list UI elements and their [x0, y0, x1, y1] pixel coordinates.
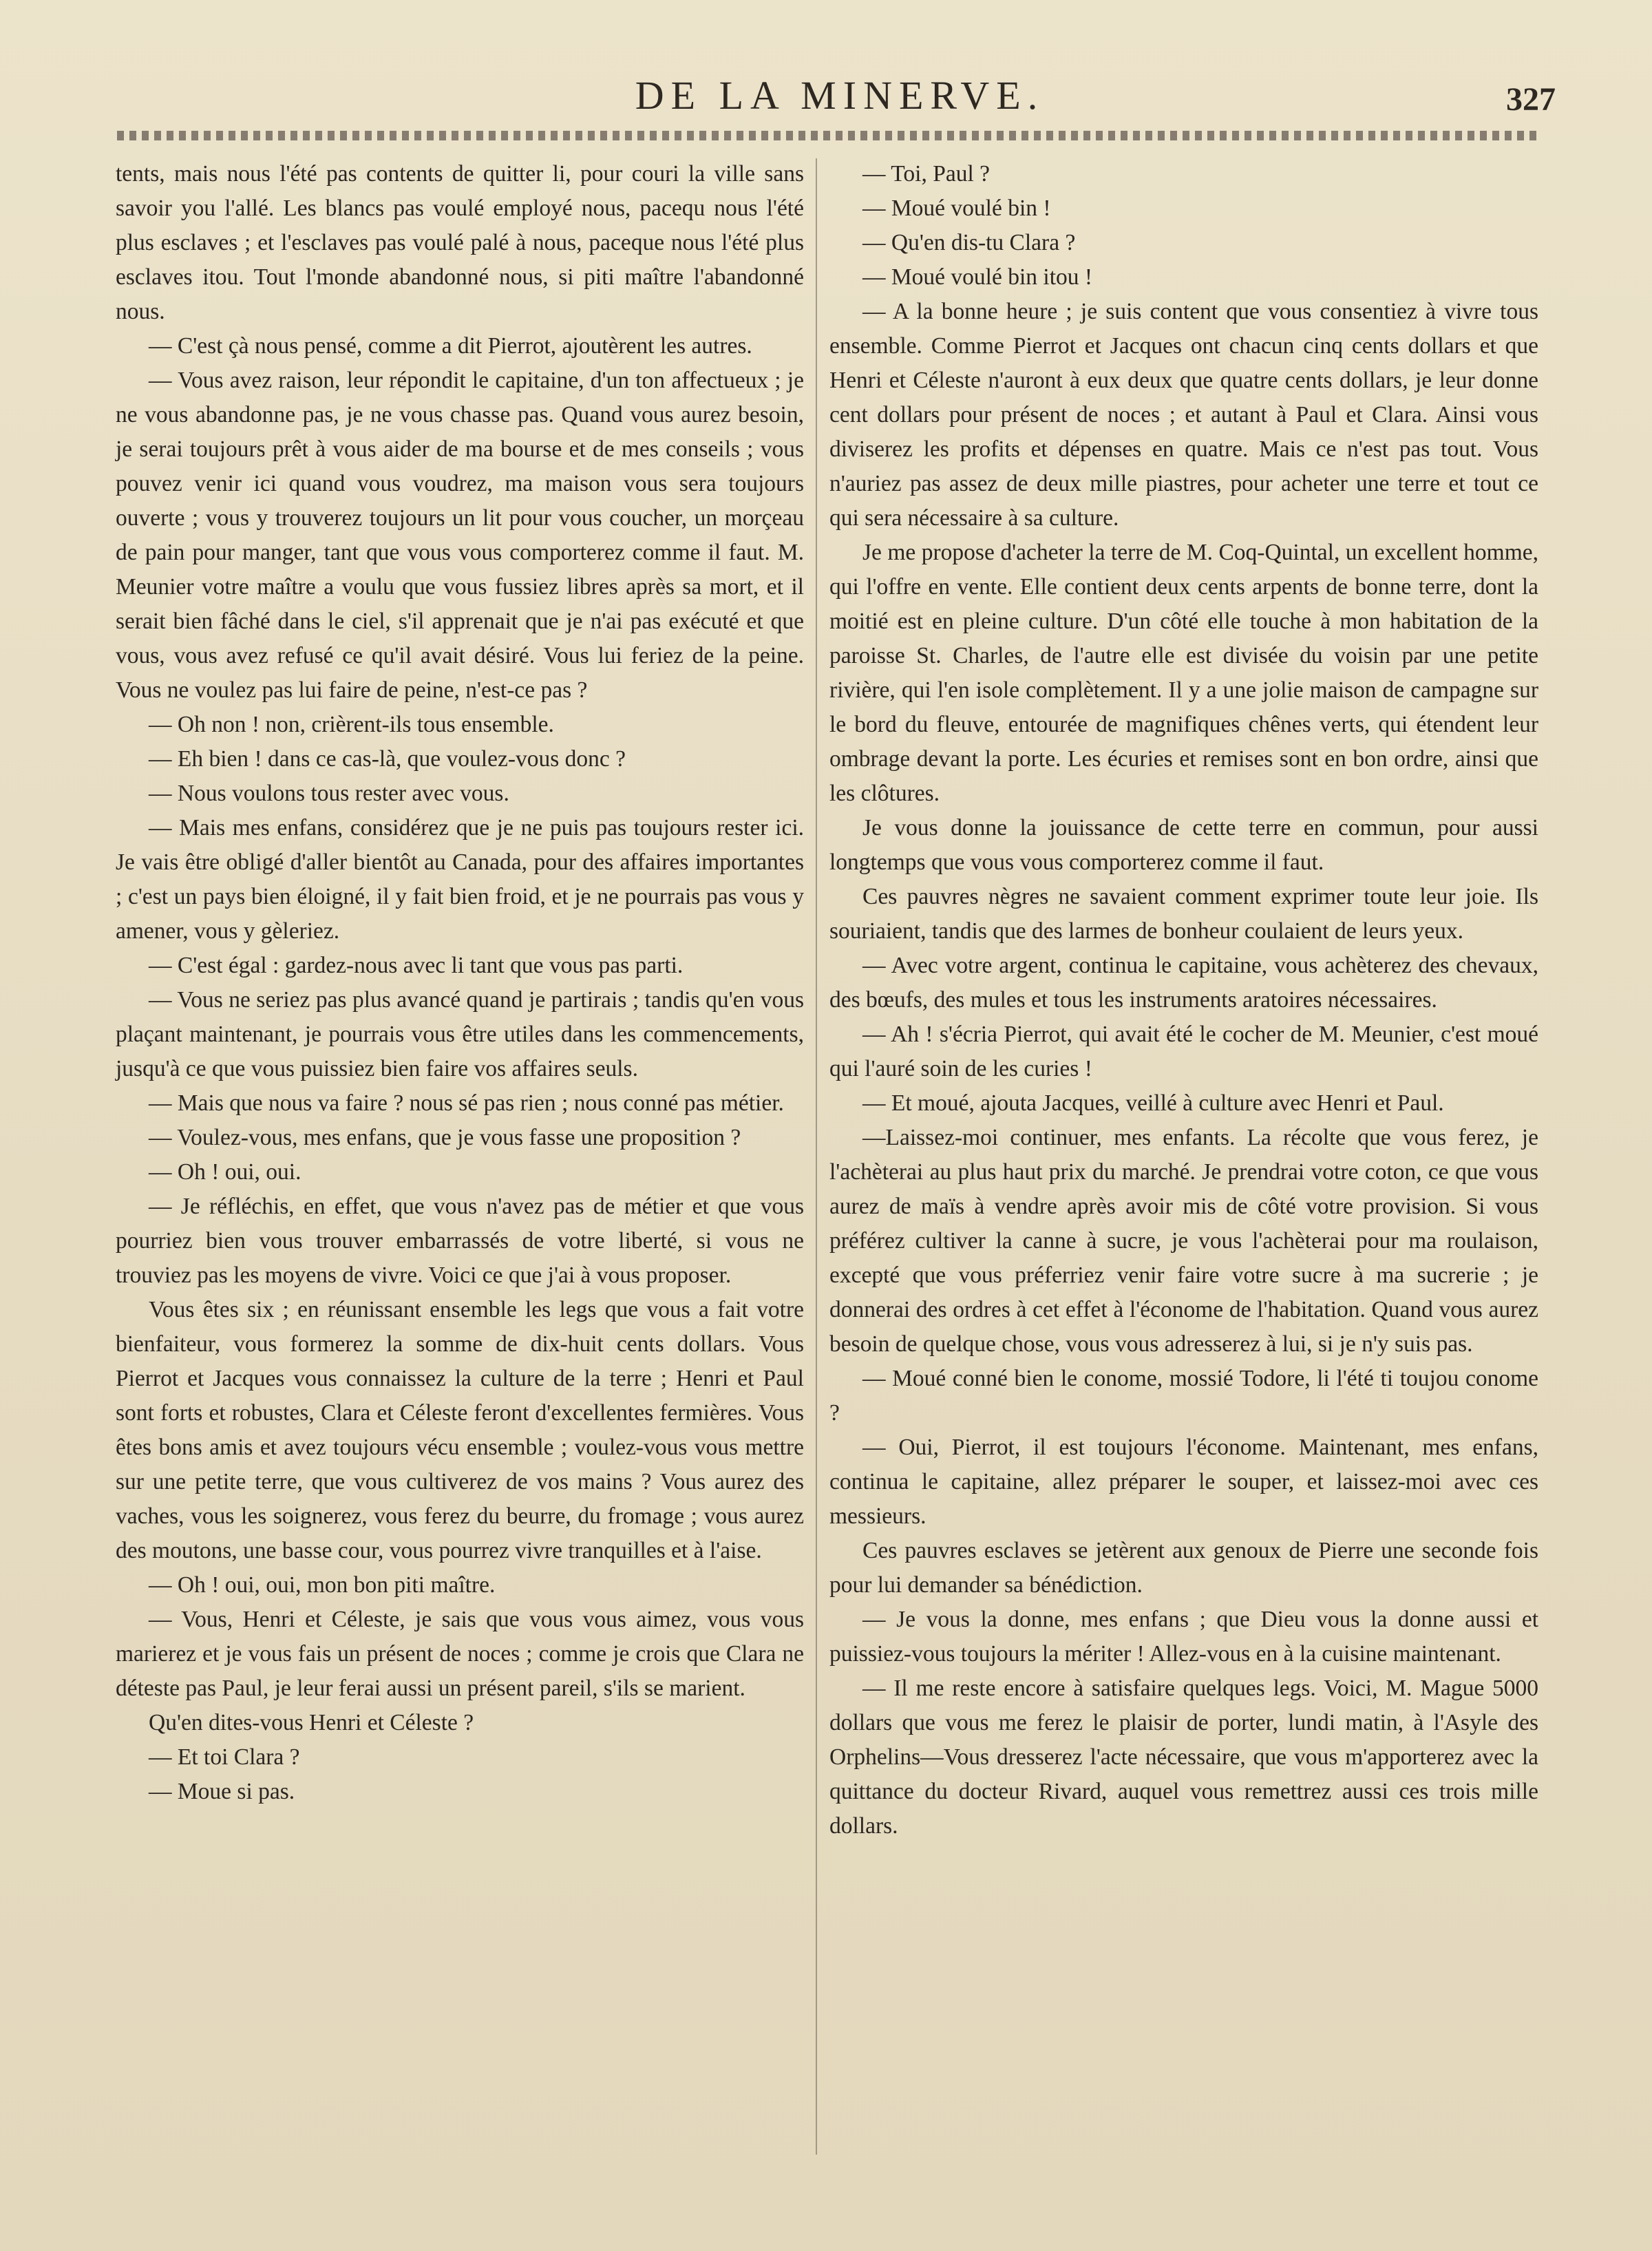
dialogue-paragraph: — A la bonne heure ; je suis content que vous consentiez à vivre tous ensemble. Comme Pierrot et Jacques ont chacun cinq cents dollars et que Henri et Céleste n'auront à eux deux que quatre cents dollars, je leur donne cent dollars pour présent de noces ; et autant à Paul et Clara. Ainsi vous diviserez les profits et dépenses en quatre. Mais ce n'est pas tout. Vous n'auriez pas assez de deux mille piastres, pour acheter une terre et tout ce qui sera nécessaire à sa culture.	[829, 299, 1538, 531]
dialogue-paragraph: — Mais que nous va faire ? nous sé pas rien ; nous conné pas métier.	[149, 1090, 784, 1116]
text-paragraph: Je vous donne la jouissance de cette terre en commun, pour aussi longtemps que vous vous comporterez comme il faut.	[829, 815, 1538, 875]
dialogue-paragraph: — Moué voulé bin !	[862, 195, 1051, 221]
dialogue-paragraph: —Laissez-moi continuer, mes enfants. La récolte que vous ferez, je l'achèterai au plus haut prix du marché. Je prendrai votre coton, ce que vous aurez de maïs à vendre après avoir mis de côté votre provision. Si vous préférez cultiver la canne à sucre, je vous l'achèterai pour ma roulaison, excepté que vous préferriez venir faire votre sucre à ma sucrerie ; je donnerai des ordres à cet effet à l'économe de l'habitation. Quand vous aurez besoin de quelque chose, vous vous adresserez à lui, si je n'y suis pas.	[829, 1125, 1538, 1357]
page-number: 327	[1506, 81, 1556, 118]
text-paragraph: Ces pauvres nègres ne savaient comment exprimer toute leur joie. Ils souriaient, tandis que des larmes de bonheur coulaient de leurs yeux.	[829, 884, 1538, 944]
dialogue-paragraph: — Oui, Pierrot, il est toujours l'économe. Maintenant, mes enfans, continua le capitaine, allez préparer le souper, et laissez-moi avec ces messieurs.	[829, 1435, 1538, 1529]
dialogue-paragraph: — Je vous la donne, mes enfans ; que Dieu vous la donne aussi et puissiez-vous toujours la mériter ! Allez-vous en à la cuisine maintenant.	[829, 1607, 1538, 1667]
dialogue-paragraph: — Eh bien ! dans ce cas-là, que voulez-vous donc ?	[149, 746, 626, 772]
text-paragraph: Vous êtes six ; en réunissant ensemble les legs que vous a fait votre bienfaiteur, vous formerez la somme de dix-huit cents dollars. Vous Pierrot et Jacques vous connaissez la culture de la terre ; Henri et Paul sont forts et robustes, Clara et Céleste feront d'excellentes fermières. Vous êtes bons amis et avez toujours vécu ensemble ; voulez-vous vous mettre sur une petite terre, que vous cultiverez de vos mains ? Vous aurez des vaches, vous les soignerez, vous ferez du beurre, du fromage ; vous aurez des moutons, une basse cour, vous pourrez vivre tranquilles et à l'aise.	[116, 1297, 804, 1563]
dialogue-paragraph: — Vous, Henri et Céleste, je sais que vous vous aimez, vous vous marierez et je vous fais un présent de noces ; comme je crois que Clara ne déteste pas Paul, je leur ferai aussi un présent pareil, s'ils se marient.	[116, 1607, 804, 1701]
column-divider	[816, 158, 817, 2155]
dialogue-paragraph: — Moué voulé bin itou !	[862, 264, 1093, 290]
dialogue-paragraph: — Ah ! s'écria Pierrot, qui avait été le cocher de M. Meunier, c'est moué qui l'auré soin de les curies !	[829, 1022, 1538, 1081]
text-paragraph: tents, mais nous l'été pas contents de quitter li, pour couri la ville sans savoir you l'allé. Les blancs pas voulé employé nous, pacequ nous l'été plus esclaves ; et l'esclaves pas voulé palé à nous, paceque nous l'été plus esclaves itou. Tout l'monde abandonné nous, si piti maître l'abandonné nous.	[116, 161, 804, 324]
dialogue-paragraph: — Je réfléchis, en effet, que vous n'avez pas de métier et que vous pourriez bien vous trouver embarrassés de votre liberté, si vous ne trouviez pas les moyens de vivre. Voici ce que j'ai à vous proposer.	[116, 1194, 804, 1288]
page-header	[0, 65, 1652, 120]
header-rule	[117, 131, 1542, 140]
dialogue-paragraph: — Voulez-vous, mes enfans, que je vous fasse une proposition ?	[149, 1125, 741, 1150]
dialogue-paragraph: — Moué conné bien le conome, mossié Todore, li l'été ti toujou conome ?	[829, 1366, 1538, 1426]
text-paragraph: Ces pauvres esclaves se jetèrent aux genoux de Pierre une seconde fois pour lui demander sa bénédiction.	[829, 1538, 1538, 1598]
dialogue-paragraph: — Vous avez raison, leur répondit le capitaine, d'un ton affectueux ; je ne vous abandonne pas, je ne vous chasse pas. Quand vous aurez besoin, je serai toujours prêt à vous aider de ma bourse et de mes conseils ; vous pouvez venir ici quand vous voudrez, ma maison vous sera toujours ouverte ; vous y trouverez toujours un lit pour vous coucher, un morçeau de pain pour manger, tant que vous vous comporterez comme il faut. M. Meunier votre maître a voulu que vous fussiez libres après sa mort, et il serait bien fâché dans le ciel, s'il apprenait que je n'ai pas exécuté et que vous, vous avez refusé ce qu'il avait désiré. Vous lui feriez de la peine. Vous ne voulez pas lui faire de peine, n'est-ce pas ?	[116, 368, 804, 703]
dialogue-paragraph: — Et moué, ajouta Jacques, veillé à culture avec Henri et Paul.	[862, 1090, 1444, 1116]
dialogue-paragraph: — C'est çà nous pensé, comme a dit Pierrot, ajoutèrent les autres.	[149, 333, 752, 359]
dialogue-paragraph: — Oh ! oui, oui, mon bon piti maître.	[149, 1572, 496, 1598]
dialogue-paragraph: — Oh ! oui, oui.	[149, 1159, 301, 1185]
right-column	[829, 157, 1538, 1843]
dialogue-paragraph: — Qu'en dis-tu Clara ?	[862, 230, 1076, 255]
dialogue-paragraph: — Moue si pas.	[149, 1779, 295, 1804]
dialogue-paragraph: — Il me reste encore à satisfaire quelques legs. Voici, M. Mague 5000 dollars que vous me ferez le plaisir de porter, lundi matin, à l'Asyle des Orphelins—Vous dresserez l'acte nécessaire, que vous m'apporterez avec la quittance du docteur Rivard, auquel vous remettrez aussi ces trois mille dollars.	[829, 1676, 1538, 1839]
dialogue-paragraph: — Et toi Clara ?	[149, 1744, 300, 1770]
text-paragraph: Je me propose d'acheter la terre de M. Coq-Quintal, un excellent homme, qui l'offre en vente. Elle contient deux cents arpents de bonne terre, dont la moitié est en pleine culture. D'un côté elle touche à mon habitation de la paroisse St. Charles, de l'autre elle est divisée du voisin par une petite rivière, qui l'en isole complètement. Il y a une jolie maison de campagne sur le bord du fleuve, entourée de magnifiques chênes verts, qui étendent leur ombrage devant la porte. Les écuries et remises sont en bon ordre, ainsi que les clôtures.	[829, 540, 1538, 806]
dialogue-paragraph: — Mais mes enfans, considérez que je ne puis pas toujours rester ici. Je vais être obligé d'aller bientôt au Canada, pour des affaires importantes ; c'est un pays bien éloigné, il y fait bien froid, et je ne pourrais pas vous y amener, vous y gèleriez.	[116, 815, 804, 944]
dialogue-paragraph: — Oh non ! non, crièrent-ils tous ensemble.	[149, 712, 554, 737]
text-paragraph: Qu'en dites-vous Henri et Céleste ?	[149, 1710, 474, 1735]
left-column	[116, 157, 804, 1809]
dialogue-paragraph: — Nous voulons tous rester avec vous.	[149, 781, 509, 806]
dialogue-paragraph: — Avec votre argent, continua le capitaine, vous achèterez des chevaux, des bœufs, des mules et tous les instruments aratoires nécessaires.	[829, 953, 1538, 1013]
running-title: DE LA MINERVE.	[635, 73, 1045, 118]
dialogue-paragraph: — Vous ne seriez pas plus avancé quand je partirais ; tandis qu'en vous plaçant maintenant, je pourrais vous être utiles dans les commencements, jusqu'à ce que vous puissiez bien faire vos affaires seuls.	[116, 987, 804, 1081]
dialogue-paragraph: — C'est égal : gardez-nous avec li tant que vous pas parti.	[149, 953, 684, 978]
dialogue-paragraph: — Toi, Paul ?	[862, 161, 991, 187]
